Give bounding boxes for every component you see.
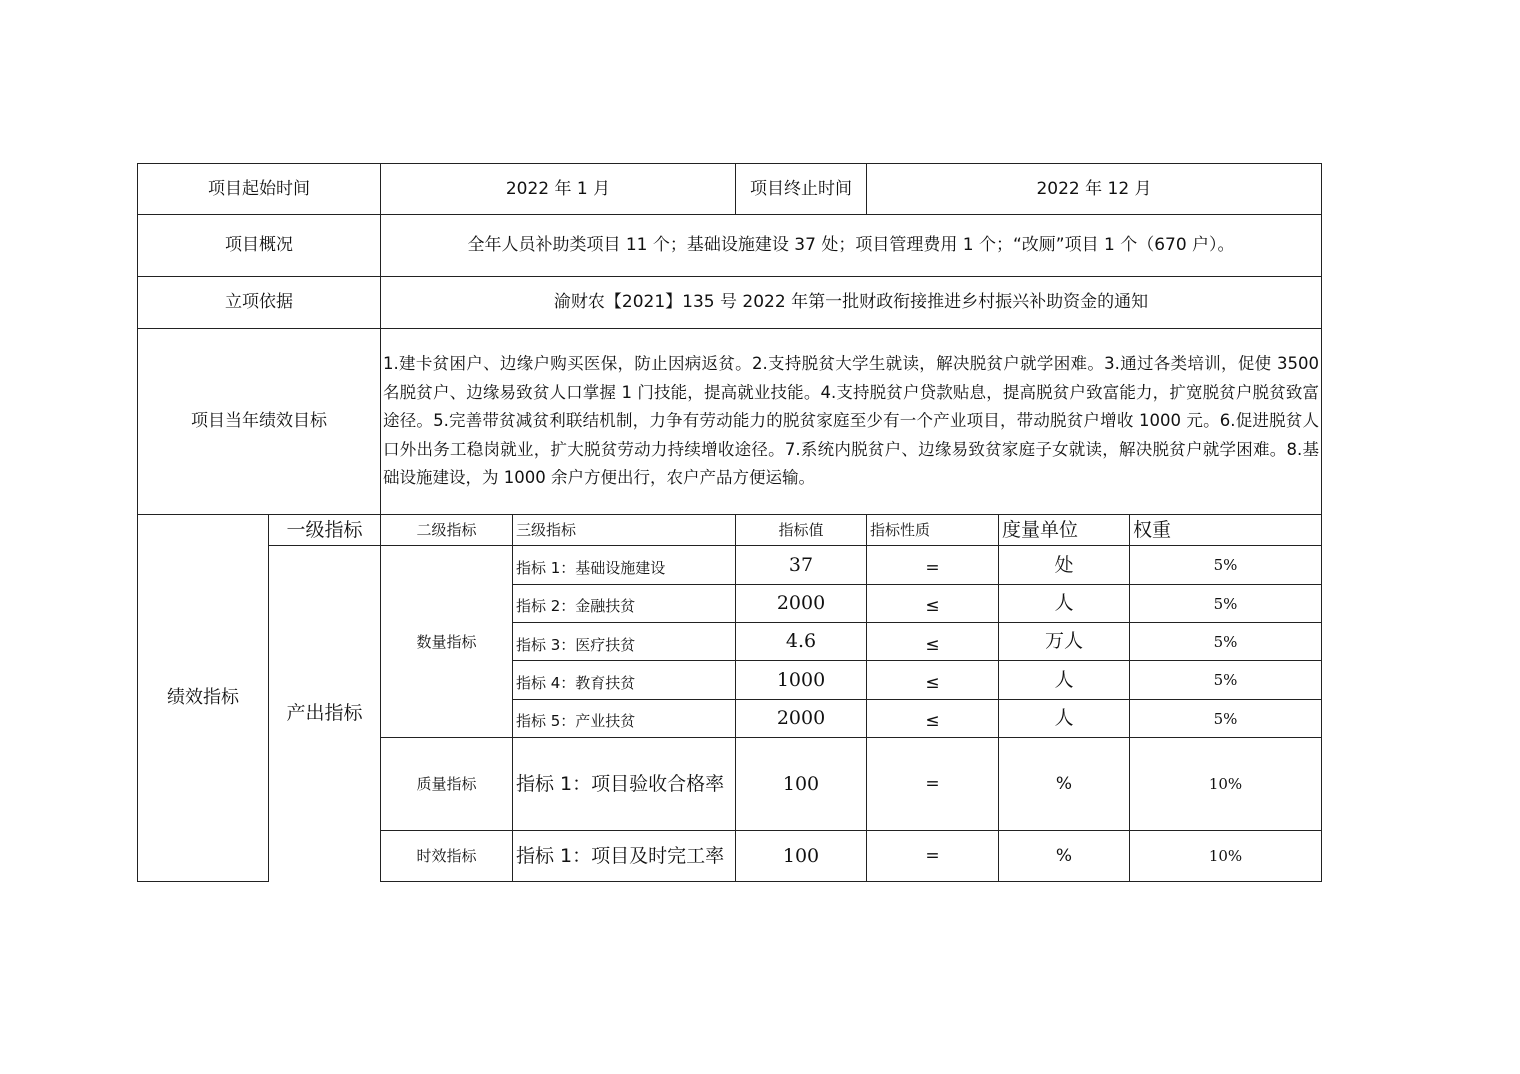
indicator-nature: = (925, 773, 940, 794)
basis-label: 立项依据 (225, 292, 293, 313)
indicator-nature: = (925, 557, 940, 578)
indicator-unit: % (1055, 773, 1073, 794)
indicator-name: 指标 1：项目及时完工率 (516, 844, 725, 867)
group-quantity: 数量指标 (416, 632, 477, 651)
indicator-value: 37 (788, 553, 814, 576)
indicator-name: 指标 4：教育扶贫 (516, 674, 636, 692)
header-value: 指标值 (778, 521, 824, 539)
end-time-label: 项目终止时间 (750, 178, 852, 199)
table-border (137, 881, 269, 882)
group-quality: 质量指标 (416, 775, 477, 793)
goals-text: 1.建卡贫困户、边缘户购买医保，防止因病返贫。2.支持脱贫大学生就读，解决脱贫户就学困难。3.通过各类培训，促使 3500 名脱贫户、边缘易致贫人口掌握 1 门技能，提高就业技能。4.支持脱贫户贷款贴息，提高脱贫户致富能力，扩宽脱贫户脱贫致富途径。5.完善带贫减贫利联结机制，力争有劳动能力的脱贫家庭至少有一个产业项目，带动脱贫户增收 1000 元。6.促进脱贫人口外出务工稳岗就业，扩大脱贫劳动力持续增收途径。7.系统内脱贫户、边缘易致贫家庭子女就读，解决脱贫户就学困难。8.基础设施建设，为 1000 余户方便出行，农户产品方便运输。 (383, 354, 1319, 487)
indicator-unit: 处 (1054, 553, 1074, 576)
indicator-value: 100 (782, 772, 820, 795)
indicator-unit: 人 (1054, 707, 1074, 730)
indicator-nature: ≤ (925, 672, 940, 693)
end-time-value: 2022 年 12 月 (1036, 178, 1152, 199)
indicator-value: 100 (782, 844, 820, 867)
indicator-name: 指标 5：产业扶贫 (516, 712, 636, 730)
overview-label: 项目概况 (225, 235, 293, 256)
start-time-label: 项目起始时间 (208, 178, 310, 199)
indicator-unit: 万人 (1044, 630, 1083, 653)
indicator-weight: 5% (1213, 556, 1238, 574)
indicator-weight: 10% (1208, 775, 1243, 793)
indicator-weight: 5% (1213, 709, 1238, 728)
table-border (380, 881, 1322, 882)
table-border (1321, 163, 1322, 882)
header-level3: 三级指标 (516, 521, 577, 539)
indicators-section-label: 绩效指标 (167, 687, 239, 709)
header-level1: 一级指标 (286, 518, 363, 541)
indicator-weight: 5% (1213, 594, 1238, 613)
indicator-nature: ≤ (925, 595, 940, 616)
indicator-name: 指标 3：医疗扶贫 (516, 636, 636, 654)
indicator-unit: % (1055, 845, 1073, 866)
start-time-value: 2022 年 1 月 (505, 178, 611, 199)
indicator-name: 指标 1：基础设施建设 (516, 559, 666, 577)
indicator-value: 4.6 (785, 630, 817, 653)
header-unit: 度量单位 (1002, 518, 1079, 541)
indicator-weight: 10% (1208, 847, 1243, 865)
header-weight: 权重 (1133, 518, 1172, 541)
indicator-nature: = (925, 845, 940, 866)
level1-output: 产出指标 (286, 702, 363, 725)
indicator-value: 2000 (776, 707, 826, 730)
indicator-nature: ≤ (925, 634, 940, 655)
indicator-weight: 5% (1213, 632, 1238, 651)
indicator-name: 指标 1：项目验收合格率 (516, 772, 725, 795)
indicator-value: 2000 (776, 592, 826, 615)
indicator-weight: 5% (1213, 671, 1238, 689)
header-level2: 二级指标 (416, 521, 477, 539)
indicator-unit: 人 (1054, 668, 1074, 691)
goals-label: 项目当年绩效目标 (191, 411, 327, 432)
basis-value: 渝财农【2021】135 号 2022 年第一批财政衔接推进乡村振兴补助资金的通知 (553, 292, 1149, 313)
indicator-unit: 人 (1054, 592, 1074, 615)
indicator-name: 指标 2：金融扶贫 (516, 597, 636, 615)
header-nature: 指标性质 (870, 521, 931, 539)
group-timeliness: 时效指标 (416, 847, 477, 865)
overview-value: 全年人员补助类项目 11 个；基础设施建设 37 处；项目管理费用 1 个；“改厕”项目 1 个（670 户）。 (467, 235, 1235, 256)
indicator-value: 1000 (776, 668, 826, 691)
indicator-nature: ≤ (925, 710, 940, 731)
